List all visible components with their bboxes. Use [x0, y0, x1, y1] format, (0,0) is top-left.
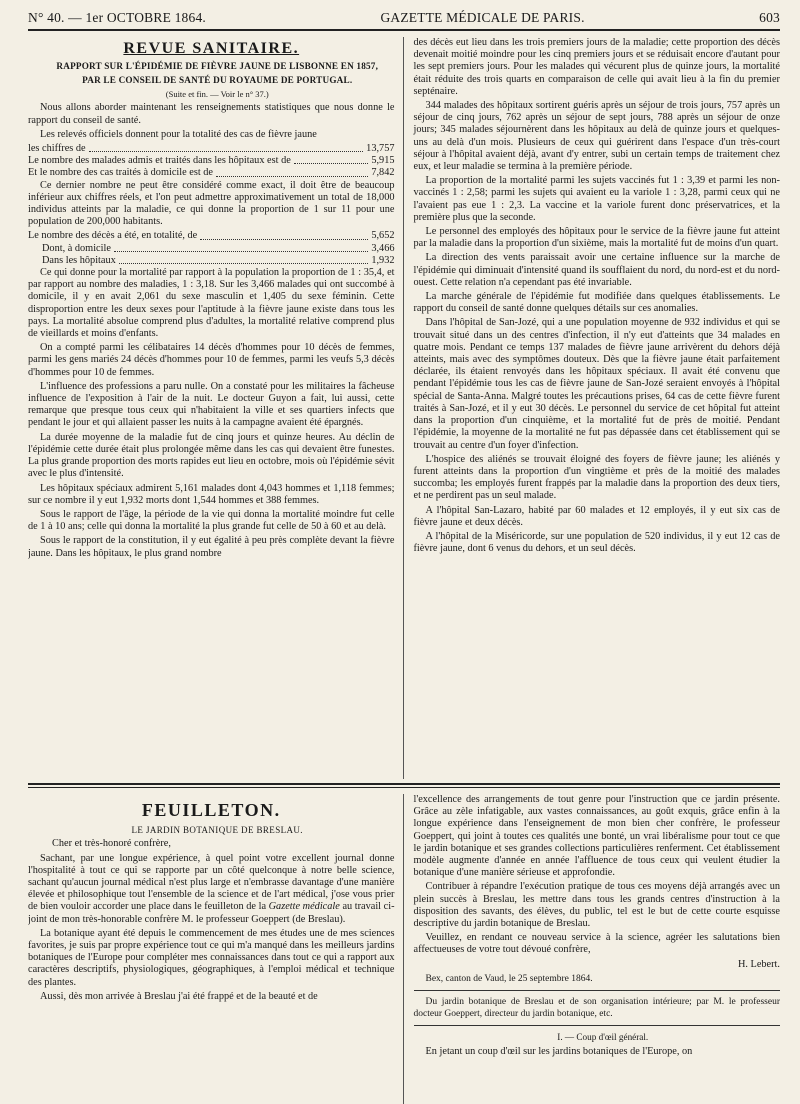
salutation: Cher et très-honoré confrère,	[52, 838, 171, 850]
section-divider	[28, 783, 780, 788]
section-heading: I. — Coup d'œil général.	[557, 1032, 649, 1043]
stat-label: Le nombre des malades admis et traités dans les hôpitaux est de	[28, 155, 291, 167]
revue-right-column	[414, 37, 781, 779]
paragraph: Contribuer à répandre l'exécution pratique de tous ces moyens déjà arrangés avec un plein succès à Breslau, les mettre dans tous les grands centres d'instruction à la disposition des savants, des élèves, du public, tel est le but de cette courte esquisse descriptive du jardin botanique de Breslau.	[413, 881, 780, 930]
paragraph: Les hôpitaux spéciaux admirent 5,161 malades dont 4,043 hommes et 1,118 femmes; sur ce nombre il y eut 1,932 morts dont 1,544 hommes et 388 femmes.	[28, 482, 395, 506]
stat-row	[28, 167, 395, 179]
stat-label: Dont, à domicile	[42, 242, 111, 254]
stat-label: Le nombre des décès a été, en totalité, de	[28, 230, 198, 242]
stat-value: 3,466	[371, 242, 395, 254]
stat-row	[28, 255, 395, 267]
paragraph: Aussi, dès mon arrivée à Breslau j'ai été frappé et de la beauté et de	[40, 990, 318, 1002]
revue-left-column	[28, 37, 404, 779]
stat-row	[28, 155, 395, 167]
revue-title: REVUE SANITAIRE.	[123, 40, 300, 57]
paragraph: L'hospice des aliénés se trouvait éloigné des foyers de fièvre jaune; les aliénés y furent atteints dans la proportion d'un vingtième et près de la moitié des malades succomba; les employés furent frappés par la maladie dans la proportion des deux tiers, et ne perdirent pas un seul malade.	[413, 453, 780, 502]
stat-value: 1,932	[371, 254, 395, 266]
paragraph: Sous le rapport de la constitution, il y eut égalité à peu près complète devant la fièvre jaune. Dans les hôpitaux, le plus grand nombre	[28, 535, 395, 559]
revue-subtitle-2: PAR LE CONSEIL DE SANTÉ DU ROYAUME DE PORTUGAL.	[82, 74, 353, 85]
paragraph: L'influence des professions a paru nulle. On a constaté pour les militaires la fâcheuse influence de l'exposition à l'air de la nuit. Le docteur Guyon a fait, lui aussi, cette remarque que presque tous ceux qui n'habitaient la ville et ses quartiers infects que pendant le jour et qui allaient passer les nuits à la campagne avaient été épargnés.	[28, 380, 395, 429]
paragraph: La botanique ayant été depuis le commencement de mes études une de mes sciences favorites, je suis par propre expérience tout ce qui m'a manqué dans les meilleurs jardins botaniques de l'Europe pour compléter mes connaissances dans tout ce qui a rapport aux caractères descriptifs, physiologiques, géographiques, à l'emploi médical et technique des plantes.	[28, 927, 395, 988]
feuilleton-title: FEUILLETON.	[141, 800, 281, 820]
divider	[414, 990, 781, 991]
paragraph: La proportion de la mortalité parmi les sujets vaccinés fut 1 : 3,39 et parmi les non-vaccinés 1 : 2,58; parmi les sujets qui avaient eu la variole 1 : 3,28, parmi ceux qui ne l'avaient pas eue 1 : 2,3. La vaccine et la variole furent donc préservatrices, et la première plus que la seconde.	[413, 175, 780, 223]
feuilleton-left-column	[28, 794, 404, 1104]
paragraph: Ce dernier nombre ne peut être considéré comme exact, il doit être de beaucoup inférieur aux chiffres réels, et l'on peut admettre approximativement un total de 18,000 individus atteints par la maladie, ce qui donne la proportion de 1 sur 11 pour une population de 200,000 habitants.	[28, 179, 395, 228]
paragraph: Sous le rapport de l'âge, la période de la vie qui donna la mortalité moindre fut celle de 1 à 10 ans; celle qui donna la mortalité la plus grande fut celle de 50 à 60 et au delà.	[28, 508, 395, 533]
paragraph: La direction des vents paraissait avoir une certaine influence sur la marche de l'épidémie qui diminuait d'intensité quand ils soufflaient du nord, du nord-est et du nord-ouest. Cette relation n'a cependant pas été invariable.	[413, 252, 780, 288]
paragraph: A l'hôpital de la Miséricorde, sur une population de 520 individus, il y eut 12 cas de fièvre jaune, dont 6 venus du dehors, et un seul décès.	[413, 530, 780, 555]
journal-name: GAZETTE MÉDICALE DE PARIS.	[380, 10, 585, 25]
paragraph: Dans l'hôpital de San-Jozé, qui a une population moyenne de 932 individus et qui se trouvait situé dans un des centres d'infection, il n'y eut d'atteints que 34 malades en quatre mois. Pendant ce temps 137 malades de fièvre jaune arrivèrent du dehors déjà atteints, mais avec des symptômes douteux. Dès que la fièvre jaune était parfaitement déclarée, ils étaient renvoyés dans les hôpitaux spéciaux. Il avait été convenu que pendant l'épidémie tous les cas de fièvre jaune de San-Jozé seraient envoyés à l'hôpital spécial de Santa-Anna. Malgré toutes les précautions prises, 64 cas de cette fièvre furent traités à San-Jozé, et il y eut 30 décès. Le personnel du service de cet hôpital fut atteint dans la proportion d'un cinquième, et la mortalité fut de près de moitié. Pendant l'épidémie, la moyenne de la mortalité ne fut pas dépassée dans cet établissement qui se trouvait au centre d'un foyer d'infection.	[413, 317, 780, 451]
paragraph: On a compté parmi les célibataires 14 décès d'hommes pour 10 décès de femmes, parmi les gens mariés 24 décès d'hommes pour 10 de femmes, parmi les veufs 5,3 décès d'hommes pour 10 de femmes.	[28, 342, 395, 378]
feuilleton-right-column	[414, 794, 781, 1104]
stat-value: 5,652	[371, 230, 395, 242]
paragraph: A l'hôpital San-Lazaro, habité par 60 malades et 12 employés, il y eut six cas de fièvre jaune et deux décès.	[413, 504, 780, 528]
signature: H. Lebert.	[737, 958, 780, 970]
stat-row	[28, 230, 395, 242]
paragraph: Veuillez, en rendant ce nouveau service à la science, agréer les salutations bien affectueuses de votre tout dévoué confrère,	[413, 932, 780, 956]
page-number: 603	[759, 10, 780, 25]
paragraph: des décès eut lieu dans les trois premiers jours de la maladie; cette proportion des décès devenait moitié moindre pour les cinq premiers jours et se réduisait encore d'autant pour les sept premiers jours. Pour les malades qui vécurent plus de quinze jours, la mortalité était réduite des trois quarts en comparaison de celle qui avait lieu à la fin du premier septénaire.	[413, 37, 780, 97]
paragraph: l'excellence des arrangements de tout genre pour l'instruction que ce jardin présente. Grâce au zèle infatigable, aux vastes connaissances, au goût exquis, grâce enfin à la longue expérience dans l'enseignement de mon bien cher confrère, le professeur Goeppert, qui joint à toutes ces qualités une bonté, un vrai libéralisme pour tout ce que le jardin botanique et ses grandes collections particulières renferment. Cet établissement modèle augmente d'année en année l'affluence de tous ceux qui veulent étudier la botanique d'une manière sérieuse et approfondie.	[413, 794, 780, 879]
article-heading: Du jardin botanique de Breslau et de son organisation intérieure; par M. le professeur docteur Goeppert, directeur du jardin botanique, etc.	[413, 997, 780, 1020]
paragraph: Le personnel des employés des hôpitaux pour le service de la fièvre jaune fut atteint par la maladie dans la proportion d'un sixième, mais la mortalité fut de moins d'un quart.	[413, 226, 780, 250]
paragraph: 344 malades des hôpitaux sortirent guéris après un séjour de trois jours, 757 après un séjour de cinq jours, 762 après un séjour de sept jours, 788 après un séjour de onze jours; 345 malades séjournèrent dans les hôpitaux au delà de quinze jours et quelques-uns au delà d'un mois. Plusieurs de ceux qui guérirent dans l'espace d'un très-court séjour à l'hôpital avaient déjà, avant d'y entrer, subi un certain temps de traitement chez eux, et leur maladie se termina à la première période.	[413, 100, 780, 173]
stat-row	[28, 143, 395, 155]
paragraph: La durée moyenne de la maladie fut de cinq jours et quinze heures. Au déclin de l'épidémie cette durée était plus prolongée même dans les cas qui devaient être funestes. La plus grande proportion des morts rapides eut lieu en octobre, mois où l'épidémie sévit avec le plus d'intensité.	[28, 431, 395, 480]
revue-reference: (Suite et fin. — Voir le n° 37.)	[165, 89, 269, 100]
issue-number: N° 40. — 1er OCTOBRE 1864.	[28, 10, 206, 25]
feuilleton-subtitle: LE JARDIN BOTANIQUE DE BRESLAU.	[131, 825, 303, 836]
place-date: Bex, canton de Vaud, le 25 septembre 1864.	[425, 973, 593, 984]
paragraph: Ce qui donne pour la mortalité par rapport à la population la proportion de 1 : 35,4, et par rapport au nombre des maladies, 1 : 3,18. Sur les 3,466 malades qui ont succombé à domicile, il y en avait 2,061 du sexe masculin et 1,405 du sexe féminin. Cette disproportion entre les deux sexes pour l'aptitude à la fièvre jaune existe dans tous les pays. La mortalité absolue comprend plus d'adultes, la mortalité relative comprend plus de vieillards et moins d'enfants.	[28, 267, 395, 340]
stat-value: 5,915	[371, 155, 395, 167]
revue-subtitle-1: RAPPORT SUR L'ÉPIDÉMIE DE FIÈVRE JAUNE DE LISBONNE EN 1857,	[56, 61, 379, 72]
stat-value: 7,842	[371, 167, 395, 179]
stat-label: Dans les hôpitaux	[42, 254, 116, 266]
page-header	[28, 10, 780, 31]
paragraph: En jetant un coup d'œil sur les jardins botaniques de l'Europe, on	[425, 1045, 693, 1057]
paragraph: Les relevés officiels donnent pour la totalité des cas de fièvre jaune	[40, 128, 317, 140]
stat-label: les chiffres de	[28, 143, 86, 155]
paragraph: La marche générale de l'épidémie fut modifiée dans quelques établissements. Le rapport du conseil de santé donne quelques détails sur ces anomalies.	[413, 291, 780, 315]
paragraph: Nous allons aborder maintenant les renseignements statistiques que nous donne le rapport du conseil de santé.	[28, 102, 395, 126]
stat-value: 13,757	[366, 143, 395, 155]
stat-label: Et le nombre des cas traités à domicile est de	[28, 167, 213, 179]
paragraph: Sachant, par une longue expérience, à quel point votre excellent journal donne l'hospitalité à tout ce qui se rapporte par un côté quelconque à notre belle science, sachant qu'aucun journal médical n'est plus large et n'embrasse davantage d'une manière élevée et philosophique tout l'ensemble de la science et de l'art médical, j'ose vous prier de bien vouloir accorder une place dans le feuilleton de la Gazette médicale au travail ci-joint de mon très-honorable confrère M. le professeur Goeppert (de Breslau).	[28, 852, 395, 925]
revue-section	[28, 37, 780, 779]
stat-row	[28, 243, 395, 255]
feuilleton-section	[28, 794, 780, 1104]
divider	[414, 1025, 781, 1026]
